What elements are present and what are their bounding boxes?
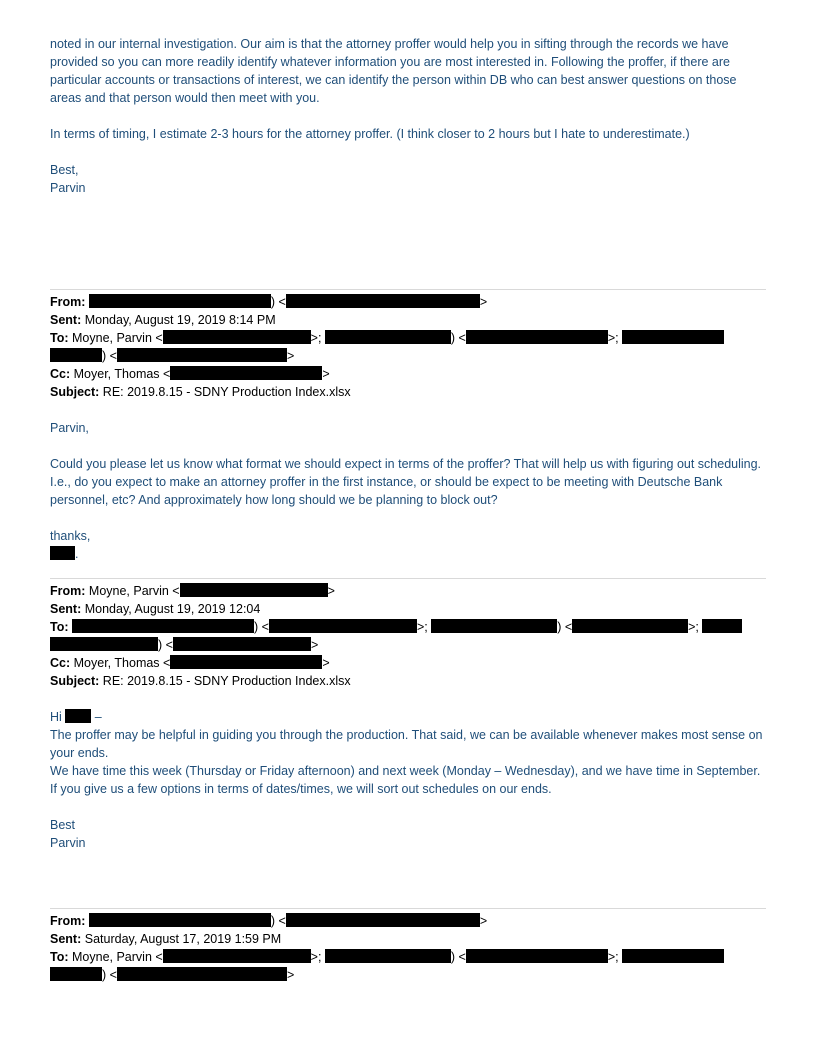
email1-cc-line: Cc: Moyer, Thomas < >: [50, 367, 330, 381]
redaction-box: [173, 637, 311, 651]
email2-message-1: The proffer may be helpful in guiding you through the production. That said, we can be available whenever makes most sense on your ends.: [50, 728, 763, 760]
email2-header: [50, 582, 766, 690]
email3-to-line: To: Moyne, Parvin < >; ) < >;: [50, 948, 766, 966]
sent-label: Sent:: [50, 932, 82, 946]
intro-paragraph-1: noted in our internal investigation. Our aim is that the attorney proffer would help you in sifting through the records we have provided so you can more readily identify whatever information you are most interested in. Following the proffer, if there are particular accounts or transactions of interest, we can identify the person within DB who can best answer questions on those areas and that person would then meet with you.: [50, 37, 737, 105]
email3-to-line-2: ) < >: [50, 966, 766, 984]
redaction-box: [286, 913, 480, 927]
email2-subject: RE: 2019.8.15 - SDNY Production Index.xlsx: [102, 674, 351, 688]
redaction-box: [50, 637, 158, 651]
redaction-box: [163, 949, 311, 963]
redaction-box: [466, 949, 608, 963]
email2-greeting-line: Hi –: [50, 710, 102, 724]
email1-signoff: thanks,: [50, 529, 91, 543]
redaction-box: [163, 330, 311, 344]
email1-signer: .: [50, 545, 766, 563]
redaction-box: [325, 330, 451, 344]
redaction-box: [702, 619, 742, 633]
redaction-box: [431, 619, 557, 633]
redaction-box: [170, 655, 322, 669]
sent-label: Sent:: [50, 313, 82, 327]
sent-label: Sent:: [50, 602, 82, 616]
email2-signer: Parvin: [50, 836, 86, 850]
redaction-box: [50, 967, 102, 981]
redaction-box: [65, 709, 91, 723]
email2-from-line: From: Moyne, Parvin < >: [50, 584, 335, 598]
email1-to-line: To: Moyne, Parvin < >; ) < >;: [50, 329, 766, 347]
email3-to-name: Moyne, Parvin <: [72, 950, 163, 964]
email2-greeting: Hi: [50, 710, 62, 724]
document-page: [50, 35, 766, 984]
redaction-box: [622, 330, 724, 344]
redaction-box: [325, 949, 451, 963]
email2-sent-line: [50, 600, 766, 618]
intro-signer: Parvin: [50, 181, 86, 195]
email1-subject-line: [50, 383, 766, 401]
email1-sent-line: [50, 311, 766, 329]
redaction-box: [117, 967, 287, 981]
email1-from-line: From: ) < >: [50, 295, 488, 309]
email1-subject: RE: 2019.8.15 - SDNY Production Index.xlsx: [102, 385, 351, 399]
redaction-box: [269, 619, 417, 633]
to-label: To:: [50, 950, 69, 964]
subject-label: Subject:: [50, 674, 100, 688]
email1-cc-name: Moyer, Thomas <: [73, 367, 171, 381]
intro-message: [50, 35, 766, 197]
cc-label: Cc:: [50, 656, 71, 670]
to-label: To:: [50, 331, 69, 345]
redaction-box: [180, 583, 328, 597]
redaction-box: [72, 619, 254, 633]
email2-from-name: Moyne, Parvin <: [88, 584, 180, 598]
redaction-box: [50, 546, 75, 560]
email2-subject-line: [50, 672, 766, 690]
email3-sent-line: [50, 930, 766, 948]
email2-cc-name: Moyer, Thomas <: [73, 656, 171, 670]
email1-to-line-2: ) < >: [50, 347, 766, 365]
subject-label: Subject:: [50, 385, 100, 399]
email2-to-line-2: ) < >: [50, 636, 766, 654]
email1-sent-date: Monday, August 19, 2019 8:14 PM: [84, 313, 276, 327]
email1-message: Could you please let us know what format we should expect in terms of the proffer? That will help us with figuring out scheduling. I.e., do you expect to make an attorney proffer in the first instance, or should be expect to be meeting with Deutsche Bank personnel, etc? And approximately how long should we be planning to block out?: [50, 457, 762, 507]
redaction-box: [89, 913, 271, 927]
email2-cc-line: Cc: Moyer, Thomas < >: [50, 656, 330, 670]
email2-message-2: We have time this week (Thursday or Friday afternoon) and next week (Monday – Wednesday), and we have time in September. If you give us a few options in terms of dates/times, we will sort out schedules on our ends.: [50, 764, 761, 796]
email2-sent-date: Monday, August 19, 2019 12:04: [84, 602, 261, 616]
email3-header: [50, 912, 766, 984]
redaction-box: [572, 619, 688, 633]
from-label: From:: [50, 584, 86, 598]
email1-body: [50, 419, 766, 563]
redaction-box: [622, 949, 724, 963]
redaction-box: [286, 294, 480, 308]
email2-body: [50, 708, 766, 852]
redaction-box: [89, 294, 271, 308]
from-label: From:: [50, 914, 86, 928]
cc-label: Cc:: [50, 367, 71, 381]
email2-closing: Best: [50, 818, 76, 832]
intro-closing: Best,: [50, 163, 79, 177]
email1-greeting: Parvin,: [50, 421, 89, 435]
email2-to-line: To: ) < >; ) < >;: [50, 618, 766, 636]
intro-paragraph-2: In terms of timing, I estimate 2-3 hours for the attorney proffer. (I think closer to 2 hours but I hate to underestimate.): [50, 127, 690, 141]
redaction-box: [117, 348, 287, 362]
redaction-box: [466, 330, 608, 344]
email3-from-line: From: ) < >: [50, 914, 488, 928]
email1-header: [50, 293, 766, 401]
email3-sent-date: Saturday, August 17, 2019 1:59 PM: [84, 932, 282, 946]
redaction-box: [170, 366, 322, 380]
email1-to-name: Moyne, Parvin <: [72, 331, 163, 345]
from-label: From:: [50, 295, 86, 309]
redaction-box: [50, 348, 102, 362]
to-label: To:: [50, 620, 69, 634]
